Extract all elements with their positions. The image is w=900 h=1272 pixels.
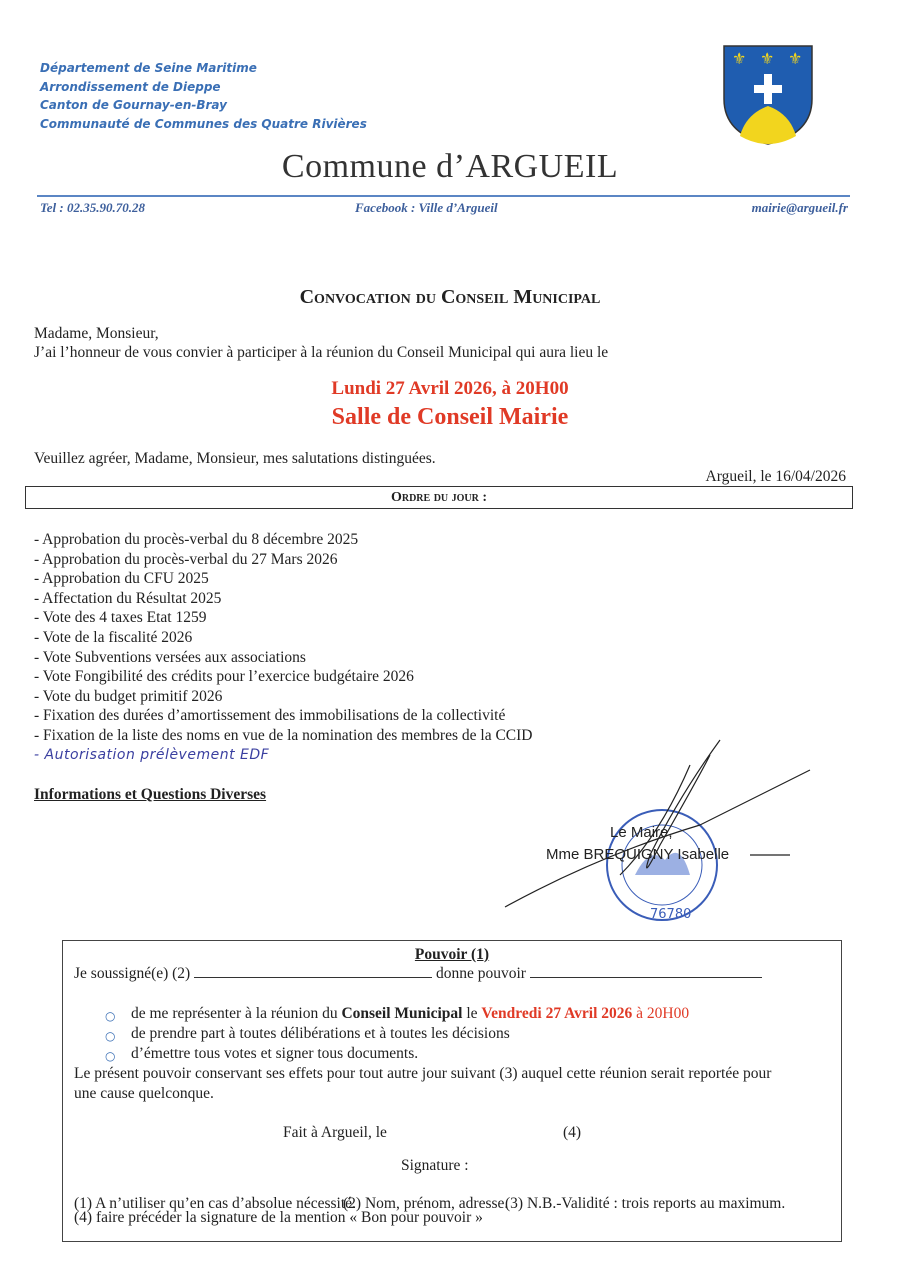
- agenda-item: - Fixation de la liste des noms en vue de la nomination des membres de la CCID: [34, 726, 533, 744]
- agenda-item: - Vote Fongibilité des crédits pour l’exercice budgétaire 2026: [34, 668, 414, 686]
- pouvoir-paragraph: Le présent pouvoir conservant ses effets pour tout autre jour suivant (3) auquel cette réunion serait reportée pour une cause quelconque.: [74, 1065, 772, 1102]
- meeting-date: Lundi 27 Avril 2026, à 20H00: [331, 378, 569, 399]
- note-4: (4): [563, 1124, 582, 1141]
- bullet-votes: d’émettre tous votes et signer tous documents.: [131, 1045, 419, 1062]
- handwritten-signature-icon: [500, 735, 820, 930]
- admin-line: Département de Seine Maritime: [40, 61, 257, 75]
- agenda-item: - Affectation du Résultat 2025: [34, 589, 222, 607]
- coat-of-arms-icon: [722, 44, 814, 146]
- bullet-icon: ○: [105, 1009, 116, 1023]
- stamp-text: 76780: [650, 907, 692, 922]
- footnote-1: (1) A n’utiliser qu’en cas d’absolue nécessité.: [74, 1195, 356, 1212]
- commune-title: Commune d’ARGUEIL: [281, 148, 619, 185]
- agenda-list: [34, 530, 532, 746]
- handwritten-agenda-item: - Autorisation prélèvement EDF: [34, 747, 270, 763]
- agenda-item: - Approbation du procès-verbal du 8 décembre 2025: [34, 531, 359, 548]
- pouvoir-date: Vendredi 27 Avril 2026: [481, 1005, 633, 1022]
- pouvoir-time: à 20H00: [632, 1005, 690, 1022]
- place-date: Argueil, le 16/04/2026: [705, 468, 846, 485]
- footnote-4: (4) faire précéder la signature de la mention « Bon pour pouvoir »: [74, 1209, 483, 1226]
- svg-text:⚜: ⚜: [760, 51, 775, 68]
- signatory-name: Mme BREQUIGNY Isabelle: [546, 846, 730, 863]
- bullet-icon: ○: [105, 1029, 116, 1043]
- agenda-item: - Vote du budget primitif 2026: [34, 687, 223, 705]
- info-questions-heading: Informations et Questions Diverses: [34, 786, 267, 803]
- footnote-2: (2) Nom, prénom, adresse.: [343, 1195, 509, 1212]
- proxy-name-field[interactable]: [530, 977, 762, 978]
- soussigne-label: Je soussigné(e) (2): [74, 965, 191, 982]
- admin-line: Arrondissement de Dieppe: [40, 79, 221, 94]
- signature-label: Signature :: [401, 1157, 469, 1174]
- name-field[interactable]: [194, 977, 432, 978]
- header-divider: [37, 195, 850, 197]
- agenda-item: - Vote de la fiscalité 2026: [34, 628, 193, 646]
- soussigne-line: [74, 965, 762, 983]
- donne-pouvoir-label: donne pouvoir: [435, 965, 526, 982]
- admin-line: Canton de Gournay-en-Bray: [40, 98, 227, 112]
- email-link[interactable]: mairie@argueil.fr: [751, 200, 848, 215]
- meeting-place: Salle de Conseil Mairie: [331, 404, 569, 430]
- phone: Tel : 02.35.90.70.28: [40, 200, 145, 215]
- pouvoir-form: [62, 940, 842, 1242]
- text: le: [462, 1005, 482, 1022]
- facebook-link[interactable]: Facebook : Ville d’Argueil: [355, 200, 498, 215]
- agenda-item: - Approbation du procès-verbal du 27 Mars 2026: [34, 550, 338, 568]
- footnote-3: (3) N.B.-Validité : trois reports au maximum.: [505, 1195, 786, 1212]
- bullet-represent: [131, 1005, 689, 1023]
- ordre-du-jour-heading: Ordre du jour :: [25, 486, 853, 509]
- agenda-item: - Vote Subventions versées aux associations: [34, 648, 306, 666]
- svg-text:⚜: ⚜: [788, 51, 803, 68]
- convocation-heading: Convocation du Conseil Municipal: [299, 286, 601, 308]
- pouvoir-title: Pouvoir (1): [414, 946, 490, 963]
- closing-text: Veuillez agréer, Madame, Monsieur, mes salutations distinguées.: [34, 450, 436, 467]
- salutation: Madame, Monsieur,: [34, 325, 159, 342]
- admin-header: [40, 59, 367, 133]
- agenda-item: - Fixation des durées d’amortissement des immobilisations de la collectivité: [34, 707, 506, 725]
- bullet-deliberations: de prendre part à toutes délibérations et à toutes les décisions: [131, 1025, 510, 1042]
- signatory-role: Le Maire,: [610, 824, 673, 841]
- intro-text: J’ai l’honneur de vous convier à participer à la réunion du Conseil Municipal qui aura lieu le: [34, 344, 609, 361]
- bullet-icon: ○: [105, 1049, 116, 1063]
- fait-a-label: Fait à Argueil, le: [283, 1124, 387, 1141]
- agenda-item: - Approbation du CFU 2025: [34, 570, 209, 588]
- svg-text:⚜: ⚜: [732, 51, 747, 68]
- admin-line: Communauté de Communes des Quatre Rivières: [40, 116, 367, 131]
- text: de me représenter à la réunion du: [131, 1005, 342, 1022]
- agenda-item: - Vote des 4 taxes Etat 1259: [34, 609, 207, 627]
- text-bold: Conseil Municipal: [341, 1005, 463, 1022]
